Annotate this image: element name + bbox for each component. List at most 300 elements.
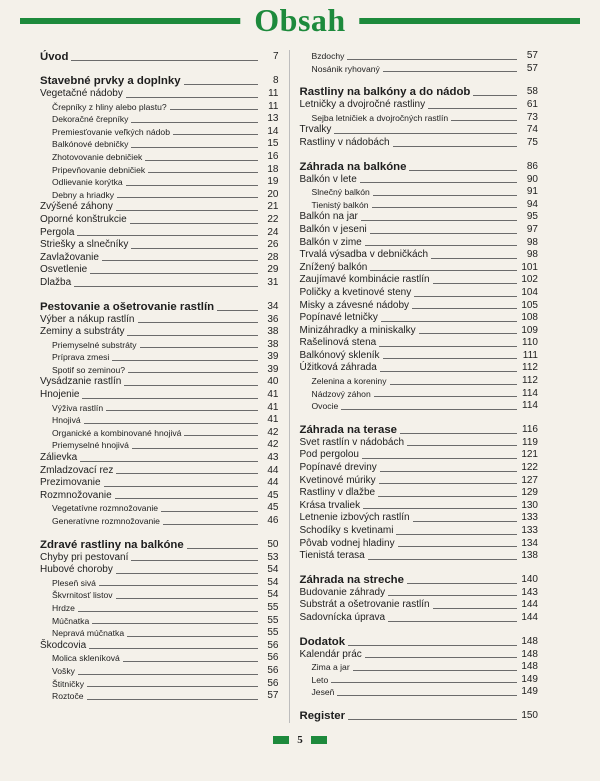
toc-page-number: 112 bbox=[522, 375, 538, 387]
toc-entry-title: Rastliny na balkóny a do nádob bbox=[299, 86, 471, 99]
toc-page-number: 43 bbox=[267, 452, 279, 464]
toc-subentry[interactable] bbox=[40, 615, 279, 628]
toc-entry-title: Sadovnícka úprava bbox=[299, 611, 386, 623]
toc-entry[interactable] bbox=[300, 487, 539, 500]
toc-entry[interactable] bbox=[40, 88, 279, 101]
toc-leader-line bbox=[362, 458, 517, 459]
toc-leader-line bbox=[381, 321, 517, 322]
toc-entry-title: Slnečný balkón bbox=[311, 187, 370, 198]
toc-page-number: 110 bbox=[522, 337, 538, 349]
toc-entry-title: Zálievka bbox=[40, 452, 78, 464]
toc-entry[interactable] bbox=[40, 452, 279, 465]
toc-entry-title: Pod pergolou bbox=[299, 449, 359, 461]
toc-subentry[interactable] bbox=[300, 400, 539, 413]
toc-leader-line bbox=[87, 699, 258, 700]
toc-leader-line bbox=[130, 223, 258, 224]
toc-entry-title: Kalendár prác bbox=[299, 648, 362, 660]
toc-page-number: 97 bbox=[526, 223, 538, 235]
toc-entry-title: Budovanie záhrady bbox=[299, 586, 386, 598]
toc-entry-title: Tienistý balkón bbox=[311, 199, 369, 210]
toc-page-number: 148 bbox=[521, 635, 538, 647]
toc-page-number: 20 bbox=[267, 188, 279, 200]
toc-page-number: 98 bbox=[526, 249, 538, 261]
toc-subentry[interactable] bbox=[40, 138, 279, 151]
toc-entry[interactable] bbox=[40, 465, 279, 478]
toc-leader-line bbox=[331, 682, 517, 683]
toc-entry-title: Rastliny v dlažbe bbox=[299, 487, 376, 499]
toc-page-number: 45 bbox=[267, 489, 279, 501]
toc-subentry[interactable] bbox=[300, 199, 539, 212]
toc-leader-line bbox=[132, 448, 258, 449]
toc-leader-line bbox=[431, 258, 517, 259]
toc-page-number: 56 bbox=[267, 664, 279, 676]
toc-entry-title: Striešky a slnečníky bbox=[40, 239, 129, 251]
toc-page-number: 112 bbox=[522, 362, 538, 374]
toc-entry-title: Balkónové debničky bbox=[52, 139, 129, 150]
toc-entry-title: Výber a nákup rastlín bbox=[40, 313, 135, 325]
toc-entry[interactable] bbox=[300, 287, 539, 300]
toc-leader-line bbox=[365, 245, 517, 246]
toc-page-number: 133 bbox=[521, 512, 538, 524]
toc-entry-title: Pleseň sivá bbox=[52, 577, 96, 588]
toc-page-number: 41 bbox=[267, 414, 279, 426]
toc-entry[interactable] bbox=[300, 475, 539, 488]
toc-leader-line bbox=[407, 583, 517, 584]
toc-entry-title: Sejba letničiek a dvojročných rastlín bbox=[311, 112, 449, 123]
toc-page-number: 122 bbox=[521, 462, 538, 474]
toc-page-number: 38 bbox=[267, 326, 279, 338]
toc-page-number: 75 bbox=[526, 136, 538, 148]
toc-subentry[interactable] bbox=[40, 101, 279, 114]
toc-leader-line bbox=[413, 521, 517, 522]
toc-entry-title: Priemyselné hnojivá bbox=[52, 440, 129, 451]
toc-leader-line bbox=[412, 308, 517, 309]
toc-leader-line bbox=[187, 548, 258, 549]
toc-entry[interactable] bbox=[300, 262, 539, 275]
toc-entry[interactable] bbox=[300, 337, 539, 350]
toc-section-entry[interactable] bbox=[300, 423, 539, 437]
toc-page-number: 54 bbox=[267, 576, 279, 588]
toc-leader-line bbox=[84, 423, 258, 424]
toc-leader-line bbox=[112, 360, 257, 361]
toc-page-number: 13 bbox=[267, 113, 279, 125]
toc-entry-title: Nosánik ryhovaný bbox=[311, 63, 380, 74]
toc-entry-title: Zdravé rastliny na balkóne bbox=[40, 538, 184, 551]
toc-page-number: 119 bbox=[522, 436, 538, 448]
toc-right-column bbox=[300, 50, 539, 723]
toc-leader-line bbox=[78, 674, 258, 675]
toc-entry-title: Dlažba bbox=[40, 276, 72, 288]
toc-entry-title: Generatívne rozmnožovanie bbox=[52, 516, 160, 526]
toc-leader-line bbox=[348, 645, 517, 646]
toc-entry[interactable] bbox=[300, 462, 539, 475]
toc-leader-line bbox=[217, 310, 257, 311]
toc-entry[interactable] bbox=[300, 99, 539, 112]
toc-entry-title: Vošky bbox=[52, 665, 75, 676]
toc-leader-line bbox=[388, 621, 517, 622]
toc-subentry[interactable] bbox=[40, 652, 279, 665]
toc-subentry[interactable] bbox=[40, 176, 279, 189]
toc-subentry[interactable] bbox=[40, 515, 279, 528]
toc-page-number: 114 bbox=[522, 387, 538, 399]
toc-entry[interactable] bbox=[40, 314, 279, 327]
toc-entry-title: Osvetlenie bbox=[40, 264, 88, 276]
toc-section-entry[interactable] bbox=[40, 74, 279, 88]
toc-leader-line bbox=[82, 398, 257, 399]
toc-entry-title: Úvod bbox=[40, 51, 69, 63]
toc-entry[interactable] bbox=[40, 227, 279, 240]
toc-leader-line bbox=[104, 486, 258, 487]
toc-entry-title: Škodcovia bbox=[40, 639, 87, 651]
toc-entry-title: Hnojenie bbox=[40, 389, 80, 401]
toc-page-number: 134 bbox=[521, 537, 538, 549]
toc-subentry[interactable] bbox=[40, 364, 279, 377]
toc-page-number: 127 bbox=[521, 474, 538, 486]
toc-entry-title: Svet rastlín v nádobách bbox=[299, 436, 405, 448]
toc-leader-line bbox=[341, 409, 517, 410]
toc-entry[interactable] bbox=[300, 224, 539, 237]
toc-entry-title: Pripevňovanie debničiek bbox=[52, 164, 146, 175]
toc-entry[interactable] bbox=[40, 640, 279, 653]
toc-leader-line bbox=[393, 146, 517, 147]
toc-page-number: 91 bbox=[526, 186, 538, 198]
toc-subentry[interactable] bbox=[40, 126, 279, 139]
toc-entry-title: Výživa rastlín bbox=[52, 402, 104, 413]
toc-subentry[interactable] bbox=[40, 690, 279, 703]
toc-leader-line bbox=[138, 322, 258, 323]
toc-leader-line bbox=[409, 170, 517, 171]
toc-entry-title: Krása trvaliek bbox=[299, 499, 361, 511]
toc-entry-title: Organické a kombinované hnojivá bbox=[52, 427, 182, 438]
toc-entry-title: Hrdze bbox=[52, 602, 75, 613]
toc-page-number: 39 bbox=[267, 363, 279, 375]
toc-entry-title: Hnojivá bbox=[52, 415, 81, 426]
toc-subentry[interactable] bbox=[40, 189, 279, 202]
toc-page-number: 55 bbox=[267, 627, 279, 639]
toc-entry-title: Zelenina a koreniny bbox=[311, 376, 387, 387]
toc-entry[interactable] bbox=[40, 201, 279, 214]
toc-entry-title: Prezimovanie bbox=[40, 477, 101, 489]
toc-leader-line bbox=[337, 695, 517, 696]
toc-entry[interactable] bbox=[40, 239, 279, 252]
toc-subentry[interactable] bbox=[40, 439, 279, 452]
toc-leader-line bbox=[370, 270, 517, 271]
toc-page-number: 50 bbox=[267, 538, 279, 550]
toc-entry[interactable] bbox=[40, 277, 279, 290]
toc-section-entry[interactable] bbox=[300, 635, 539, 649]
toc-leader-line bbox=[433, 608, 517, 609]
toc-entry[interactable] bbox=[300, 249, 539, 262]
toc-entry[interactable] bbox=[40, 564, 279, 577]
toc-leader-line bbox=[348, 719, 517, 720]
toc-entry-title: Balkónový skleník bbox=[299, 349, 380, 361]
toc-leader-line bbox=[390, 384, 517, 385]
toc-subentry[interactable] bbox=[40, 113, 279, 126]
toc-leader-line bbox=[102, 260, 258, 261]
toc-leader-line bbox=[123, 661, 258, 662]
toc-entry-title: Dekoračné črepníky bbox=[52, 114, 129, 125]
toc-entry[interactable] bbox=[300, 449, 539, 462]
toc-leader-line bbox=[90, 273, 257, 274]
toc-entry[interactable] bbox=[300, 612, 539, 625]
toc-entry-title: Letnenie izbových rastlín bbox=[299, 512, 410, 524]
toc-page-number: 7 bbox=[272, 51, 279, 62]
toc-subentry[interactable] bbox=[40, 577, 279, 590]
toc-entry[interactable] bbox=[300, 437, 539, 450]
toc-leader-line bbox=[451, 120, 517, 121]
toc-entry[interactable] bbox=[300, 538, 539, 551]
toc-entry[interactable] bbox=[300, 137, 539, 150]
toc-entry-title: Popínavé dreviny bbox=[299, 462, 377, 474]
toc-entry-title: Úžitková záhrada bbox=[299, 362, 377, 374]
toc-subentry[interactable] bbox=[300, 661, 539, 674]
toc-entry[interactable] bbox=[300, 599, 539, 612]
footer-green-square-left bbox=[273, 736, 289, 744]
toc-page-number: 41 bbox=[267, 389, 279, 401]
toc-entry-title: Balkón v jeseni bbox=[299, 223, 367, 235]
toc-entry[interactable] bbox=[40, 552, 279, 565]
toc-subentry[interactable] bbox=[300, 375, 539, 388]
toc-leader-line bbox=[378, 496, 517, 497]
toc-leader-line bbox=[400, 433, 517, 434]
toc-page-number: 46 bbox=[267, 515, 279, 526]
toc-subentry[interactable] bbox=[40, 678, 279, 691]
toc-entry[interactable] bbox=[40, 252, 279, 265]
toc-leader-line bbox=[368, 559, 517, 560]
toc-subentry[interactable] bbox=[40, 665, 279, 678]
toc-page-number: 57 bbox=[267, 690, 279, 702]
toc-page-number: 19 bbox=[267, 176, 279, 188]
toc-page-number: 24 bbox=[267, 226, 279, 238]
toc-page-number: 45 bbox=[267, 502, 279, 514]
toc-entry-title: Substrát a ošetrovanie rastlín bbox=[299, 599, 430, 611]
toc-page-number: 44 bbox=[267, 477, 279, 489]
toc-page-number: 44 bbox=[267, 464, 279, 476]
toc-entry-title: Pôvab vodnej hladiny bbox=[299, 537, 395, 549]
toc-page-number: 21 bbox=[267, 201, 279, 213]
toc-subentry[interactable] bbox=[40, 602, 279, 615]
toc-leader-line bbox=[396, 534, 517, 535]
toc-entry[interactable] bbox=[300, 124, 539, 137]
toc-entry-title: Jeseň bbox=[311, 687, 335, 698]
toc-leader-line bbox=[173, 134, 258, 135]
toc-page-number: 29 bbox=[267, 264, 279, 276]
toc-page-number: 149 bbox=[521, 673, 538, 685]
toc-entry[interactable] bbox=[300, 587, 539, 600]
toc-section-entry[interactable] bbox=[40, 538, 279, 552]
toc-entry[interactable] bbox=[300, 274, 539, 287]
toc-subentry[interactable] bbox=[40, 351, 279, 364]
page-title: Obsah bbox=[240, 0, 359, 40]
toc-leader-line bbox=[148, 172, 257, 173]
toc-section-entry[interactable] bbox=[40, 50, 279, 64]
toc-entry-title: Odlievanie korýtka bbox=[52, 177, 123, 188]
toc-page-number: 129 bbox=[521, 487, 538, 499]
toc-subentry[interactable] bbox=[40, 502, 279, 515]
toc-leader-line bbox=[127, 636, 257, 637]
toc-entry-title: Príprava zmesi bbox=[52, 352, 110, 363]
toc-subentry[interactable] bbox=[300, 186, 539, 199]
toc-leader-line bbox=[373, 195, 517, 196]
toc-page-number: 150 bbox=[521, 709, 538, 721]
toc-leader-line bbox=[163, 524, 258, 525]
toc-leader-line bbox=[145, 160, 257, 161]
toc-subentry[interactable] bbox=[40, 627, 279, 640]
toc-leader-line bbox=[131, 147, 257, 148]
toc-entry-title: Záhrada na terase bbox=[299, 423, 397, 436]
toc-entry-title: Znížený balkón bbox=[299, 261, 368, 273]
toc-leader-line bbox=[71, 60, 257, 61]
toc-entry-title: Letničky a dvojročné rastliny bbox=[299, 99, 426, 111]
toc-entry-title: Popínavé letničky bbox=[299, 312, 378, 324]
toc-page-number: 40 bbox=[267, 376, 279, 388]
toc-page-number: 98 bbox=[526, 236, 538, 248]
toc-entry-title: Balkón na jar bbox=[299, 211, 358, 223]
page-number: 5 bbox=[297, 734, 303, 746]
toc-entry[interactable] bbox=[300, 512, 539, 525]
toc-subentry[interactable] bbox=[40, 164, 279, 177]
toc-page-number: 39 bbox=[267, 351, 279, 363]
toc-subentry[interactable] bbox=[300, 50, 539, 63]
toc-subentry[interactable] bbox=[300, 686, 539, 699]
toc-subentry[interactable] bbox=[40, 414, 279, 427]
toc-section-entry[interactable] bbox=[300, 573, 539, 587]
toc-page-number: 57 bbox=[526, 50, 538, 61]
toc-entry[interactable] bbox=[40, 264, 279, 277]
toc-entry-title: Zvýšené záhony bbox=[40, 201, 113, 213]
toc-leader-line bbox=[184, 435, 257, 436]
page-footer bbox=[0, 734, 600, 746]
toc-subentry[interactable] bbox=[300, 112, 539, 125]
toc-entry-title: Debny a hriadky bbox=[52, 189, 115, 200]
toc-entry-title: Zmladzovací rez bbox=[40, 464, 114, 476]
toc-entry-title: Zavlažovanie bbox=[40, 251, 99, 263]
toc-entry-title: Štitničky bbox=[52, 678, 84, 689]
toc-entry-title: Poličky a kvetinové steny bbox=[299, 286, 412, 298]
toc-section-entry[interactable] bbox=[300, 709, 539, 723]
toc-page-number: 90 bbox=[526, 173, 538, 185]
toc-entry-title: Rašelinová stena bbox=[299, 337, 377, 349]
toc-entry[interactable] bbox=[300, 237, 539, 250]
toc-entry-title: Trvalá výsadba v debničkách bbox=[299, 249, 429, 261]
toc-entry[interactable] bbox=[300, 362, 539, 375]
toc-entry[interactable] bbox=[300, 312, 539, 325]
toc-leader-line bbox=[92, 623, 257, 624]
toc-subentry[interactable] bbox=[300, 388, 539, 401]
toc-leader-line bbox=[170, 109, 258, 110]
toc-entry[interactable] bbox=[40, 214, 279, 227]
toc-entry-title: Pestovanie a ošetrovanie rastlín bbox=[40, 300, 215, 313]
footer-green-square-right bbox=[311, 736, 327, 744]
toc-leader-line bbox=[428, 108, 517, 109]
toc-subentry[interactable] bbox=[40, 427, 279, 440]
toc-entry-title: Vysádzanie rastlín bbox=[40, 376, 122, 388]
toc-subentry[interactable] bbox=[40, 339, 279, 352]
toc-section-entry[interactable] bbox=[300, 85, 539, 99]
toc-leader-line bbox=[116, 573, 258, 574]
toc-page-number: 15 bbox=[267, 138, 279, 150]
toc-leader-line bbox=[370, 233, 517, 234]
toc-page-number: 133 bbox=[521, 525, 538, 536]
toc-entry[interactable] bbox=[300, 174, 539, 187]
toc-entry[interactable] bbox=[40, 477, 279, 490]
toc-page-number: 42 bbox=[267, 439, 279, 451]
toc-entry[interactable] bbox=[300, 300, 539, 313]
toc-entry-title: Záhrada na streche bbox=[299, 573, 404, 586]
toc-subentry[interactable] bbox=[40, 402, 279, 415]
toc-leader-line bbox=[380, 371, 517, 372]
toc-page-number: 56 bbox=[267, 639, 279, 651]
toc-page-number: 54 bbox=[267, 564, 279, 576]
toc-entry[interactable] bbox=[300, 525, 539, 538]
toc-entry[interactable] bbox=[40, 389, 279, 402]
toc-entry[interactable] bbox=[300, 550, 539, 563]
toc-entry[interactable] bbox=[300, 350, 539, 363]
toc-leader-line bbox=[361, 220, 517, 221]
toc-entry-title: Ovocie bbox=[311, 401, 339, 412]
toc-entry[interactable] bbox=[40, 490, 279, 503]
toc-page-number: 54 bbox=[267, 589, 279, 601]
toc-entry-title: Rozmnožovanie bbox=[40, 489, 112, 501]
toc-page-number: 26 bbox=[267, 239, 279, 251]
toc-leader-line bbox=[131, 248, 257, 249]
toc-page-number: 144 bbox=[521, 599, 538, 611]
toc-entry[interactable] bbox=[300, 649, 539, 662]
toc-entry-title: Vegetačné nádoby bbox=[40, 88, 123, 99]
toc-entry-title: Priemyselné substráty bbox=[52, 339, 137, 350]
toc-subentry[interactable] bbox=[300, 63, 539, 76]
toc-leader-line bbox=[383, 71, 517, 72]
toc-leader-line bbox=[116, 598, 258, 599]
toc-page-number: 114 bbox=[522, 400, 538, 412]
toc-page-number: 102 bbox=[521, 274, 538, 286]
toc-leader-line bbox=[374, 396, 517, 397]
toc-page-number: 22 bbox=[267, 213, 279, 225]
toc-section-entry[interactable] bbox=[40, 300, 279, 314]
toc-subentry[interactable] bbox=[40, 589, 279, 602]
toc-leader-line bbox=[380, 471, 517, 472]
toc-entry-title: Molica skleníková bbox=[52, 653, 120, 664]
toc-leader-line bbox=[372, 207, 517, 208]
toc-leader-line bbox=[184, 84, 258, 85]
toc-entry-title: Tienistá terasa bbox=[299, 550, 365, 562]
toc-entry-title: Oporné konštrukcie bbox=[40, 213, 127, 225]
toc-entry[interactable] bbox=[40, 376, 279, 389]
toc-subentry[interactable] bbox=[40, 151, 279, 164]
toc-entry-title: Zima a jar bbox=[311, 662, 350, 673]
toc-section-entry[interactable] bbox=[300, 160, 539, 174]
toc-leader-line bbox=[407, 445, 517, 446]
toc-entry[interactable] bbox=[300, 325, 539, 338]
toc-entry-title: Pergola bbox=[40, 226, 75, 238]
toc-page-number: 56 bbox=[267, 652, 279, 664]
toc-entry-title: Črepníky z hliny alebo plastu? bbox=[52, 101, 167, 112]
toc-leader-line bbox=[347, 59, 517, 60]
toc-page-number: 108 bbox=[521, 312, 538, 324]
toc-entry-title: Rastliny v nádobách bbox=[299, 136, 390, 148]
toc-page-number: 34 bbox=[267, 300, 279, 312]
toc-page-number: 38 bbox=[267, 338, 279, 350]
toc-entry[interactable] bbox=[40, 326, 279, 339]
toc-entry-title: Nádzový záhon bbox=[311, 388, 371, 399]
toc-leader-line bbox=[433, 283, 517, 284]
toc-entry[interactable] bbox=[300, 500, 539, 513]
toc-entry[interactable] bbox=[300, 211, 539, 224]
toc-page-number: 148 bbox=[521, 661, 538, 673]
toc-leader-line bbox=[131, 560, 257, 561]
toc-subentry[interactable] bbox=[300, 674, 539, 687]
toc-entry-title: Škvrnitosť listov bbox=[52, 590, 113, 601]
